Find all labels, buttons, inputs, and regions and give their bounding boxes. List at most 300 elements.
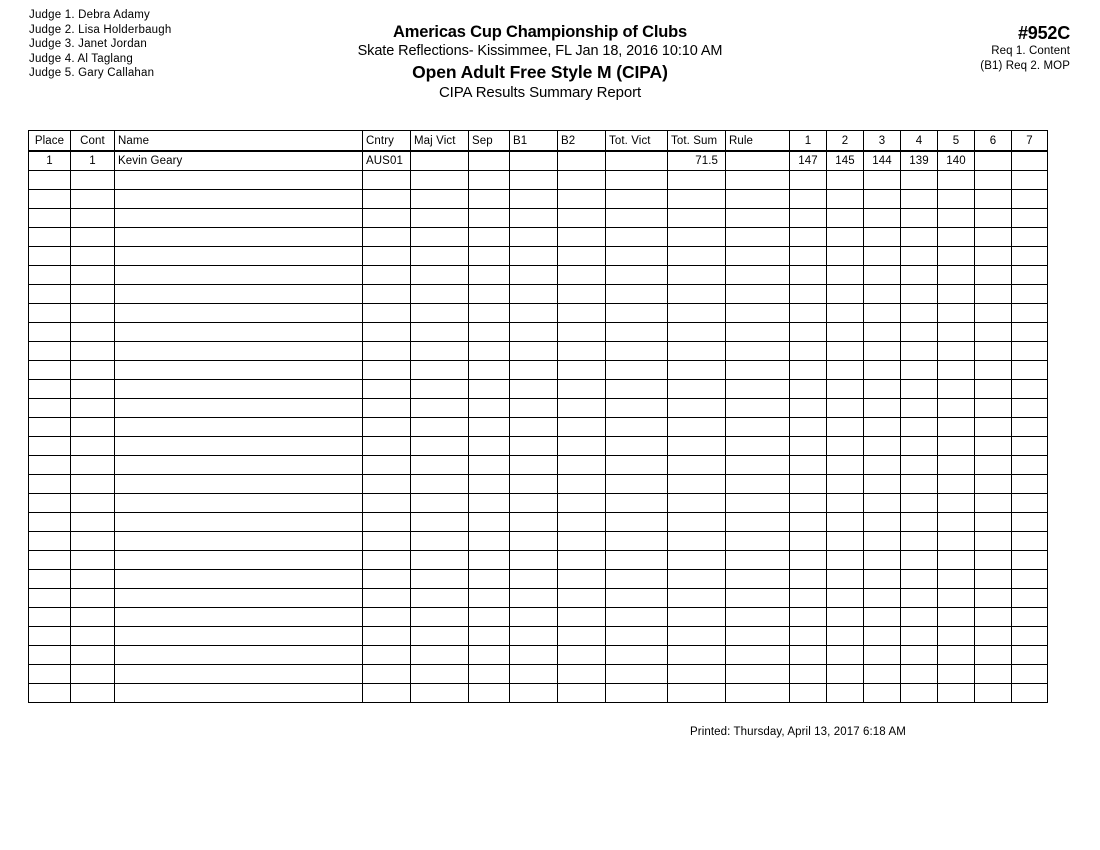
cell-judge-4	[901, 171, 938, 190]
cell-name	[115, 190, 363, 209]
cell-judge-6	[975, 323, 1012, 342]
column-header-judge-1: 1	[790, 131, 827, 152]
cell-place	[29, 513, 71, 532]
cell-judge-1	[790, 551, 827, 570]
cell-maj-vict	[411, 342, 469, 361]
cell-cntry	[363, 494, 411, 513]
cell-tot-vict	[606, 380, 668, 399]
cell-rule	[726, 209, 790, 228]
cell-cont	[71, 285, 115, 304]
cell-b1	[510, 456, 558, 475]
cell-tot-vict	[606, 646, 668, 665]
cell-judge-7	[1012, 570, 1048, 589]
cell-judge-6	[975, 399, 1012, 418]
cell-maj-vict	[411, 228, 469, 247]
cell-judge-6	[975, 570, 1012, 589]
cell-maj-vict	[411, 247, 469, 266]
cell-cntry	[363, 665, 411, 684]
cell-judge-4	[901, 684, 938, 703]
column-header-maj-vict: Maj Vict	[411, 131, 469, 152]
cell-sep	[469, 190, 510, 209]
cell-rule	[726, 323, 790, 342]
cell-maj-vict	[411, 171, 469, 190]
cell-judge-6	[975, 551, 1012, 570]
cell-judge-6	[975, 151, 1012, 171]
column-header-name: Name	[115, 131, 363, 152]
cell-judge-6	[975, 266, 1012, 285]
judge-line: Judge 3. Janet Jordan	[29, 38, 148, 51]
cell-maj-vict	[411, 608, 469, 627]
event-title: Americas Cup Championship of Clubs	[393, 23, 687, 41]
cell-judge-4	[901, 304, 938, 323]
cell-cntry	[363, 627, 411, 646]
column-header-judge-7: 7	[1012, 131, 1048, 152]
cell-judge-2	[827, 570, 864, 589]
cell-judge-4	[901, 437, 938, 456]
cell-sep	[469, 151, 510, 171]
cell-judge-1	[790, 228, 827, 247]
cell-cont	[71, 437, 115, 456]
cell-maj-vict	[411, 209, 469, 228]
table-row	[29, 532, 1048, 551]
cell-tot-vict	[606, 190, 668, 209]
cell-maj-vict	[411, 285, 469, 304]
cell-judge-6	[975, 589, 1012, 608]
cell-cntry	[363, 513, 411, 532]
cell-cont	[71, 513, 115, 532]
cell-tot-sum	[668, 171, 726, 190]
cell-b2	[558, 570, 606, 589]
cell-judge-2	[827, 323, 864, 342]
cell-rule	[726, 513, 790, 532]
judge-line: Judge 4. Al Taglang	[29, 52, 133, 65]
cell-b1	[510, 285, 558, 304]
cell-judge-1	[790, 342, 827, 361]
cell-judge-3	[864, 323, 901, 342]
cell-sep	[469, 285, 510, 304]
cell-name	[115, 323, 363, 342]
cell-sep	[469, 684, 510, 703]
cell-judge-5	[938, 190, 975, 209]
cell-judge-5	[938, 513, 975, 532]
cell-name	[115, 589, 363, 608]
cell-b1	[510, 171, 558, 190]
cell-rule	[726, 342, 790, 361]
cell-judge-5	[938, 475, 975, 494]
table-header-row	[29, 131, 1048, 152]
cell-b1	[510, 551, 558, 570]
cell-judge-3	[864, 532, 901, 551]
cell-cont	[71, 266, 115, 285]
cell-judge-7	[1012, 646, 1048, 665]
cell-judge-2	[827, 266, 864, 285]
cell-judge-4: 139	[901, 151, 938, 171]
column-header-tot-sum: Tot. Sum	[668, 131, 726, 152]
cell-judge-1	[790, 608, 827, 627]
cell-maj-vict	[411, 589, 469, 608]
cell-name	[115, 228, 363, 247]
cell-b1	[510, 342, 558, 361]
cell-judge-1	[790, 399, 827, 418]
venue-datetime: Skate Reflections- Kissimmee, FL Jan 18, 2016 10:10 AM	[357, 43, 723, 59]
table-row	[29, 494, 1048, 513]
cell-sep	[469, 589, 510, 608]
cell-judge-1	[790, 361, 827, 380]
cell-judge-2	[827, 494, 864, 513]
cell-sep	[469, 266, 510, 285]
cell-judge-4	[901, 589, 938, 608]
cell-place	[29, 399, 71, 418]
cell-tot-sum	[668, 418, 726, 437]
cell-judge-2	[827, 418, 864, 437]
cell-rule	[726, 190, 790, 209]
cell-tot-vict	[606, 608, 668, 627]
cell-judge-1	[790, 247, 827, 266]
cell-judge-2	[827, 513, 864, 532]
table-row	[29, 323, 1048, 342]
cell-place	[29, 456, 71, 475]
cell-name	[115, 475, 363, 494]
cell-maj-vict	[411, 380, 469, 399]
cell-judge-2	[827, 684, 864, 703]
cell-place	[29, 209, 71, 228]
cell-maj-vict	[411, 646, 469, 665]
cell-judge-4	[901, 361, 938, 380]
cell-judge-6	[975, 380, 1012, 399]
cell-judge-2	[827, 608, 864, 627]
cell-judge-3	[864, 475, 901, 494]
judge-line: Judge 5. Gary Callahan	[29, 67, 155, 80]
cell-place	[29, 285, 71, 304]
cell-judge-5	[938, 399, 975, 418]
cell-judge-3	[864, 171, 901, 190]
cell-b2	[558, 456, 606, 475]
cell-judge-5	[938, 209, 975, 228]
cell-sep	[469, 456, 510, 475]
cell-judge-2	[827, 589, 864, 608]
cell-judge-1: 147	[790, 151, 827, 171]
cell-name	[115, 361, 363, 380]
table-row	[29, 513, 1048, 532]
cell-maj-vict	[411, 627, 469, 646]
cell-cntry: AUS01	[363, 151, 411, 171]
cell-b1	[510, 380, 558, 399]
cell-tot-vict	[606, 171, 668, 190]
table-row	[29, 247, 1048, 266]
cell-cntry	[363, 418, 411, 437]
cell-cont	[71, 475, 115, 494]
cell-judge-2	[827, 247, 864, 266]
cell-rule	[726, 494, 790, 513]
cell-judge-6	[975, 475, 1012, 494]
cell-judge-2	[827, 551, 864, 570]
cell-name	[115, 418, 363, 437]
cell-cntry	[363, 646, 411, 665]
cell-b1	[510, 418, 558, 437]
cell-rule	[726, 646, 790, 665]
table-row	[29, 171, 1048, 190]
cell-cont	[71, 627, 115, 646]
cell-place	[29, 190, 71, 209]
cell-cont	[71, 323, 115, 342]
cell-judge-3: 144	[864, 151, 901, 171]
cell-judge-6	[975, 228, 1012, 247]
table-row	[29, 285, 1048, 304]
column-header-sep: Sep	[469, 131, 510, 152]
cell-cont	[71, 551, 115, 570]
cell-judge-6	[975, 190, 1012, 209]
cell-judge-2	[827, 304, 864, 323]
judge-line: Judge 1. Debra Adamy	[29, 9, 150, 21]
cell-rule	[726, 228, 790, 247]
cell-cont	[71, 399, 115, 418]
cell-place	[29, 665, 71, 684]
requirement-line: Req 1. Content	[991, 45, 1070, 57]
cell-judge-7	[1012, 589, 1048, 608]
cell-tot-vict	[606, 228, 668, 247]
results-table-body	[29, 151, 1048, 703]
cell-judge-3	[864, 551, 901, 570]
cell-judge-7	[1012, 380, 1048, 399]
cell-b2	[558, 665, 606, 684]
cell-judge-7	[1012, 171, 1048, 190]
cell-place	[29, 323, 71, 342]
cell-b2	[558, 266, 606, 285]
cell-b1	[510, 475, 558, 494]
cell-tot-sum	[668, 247, 726, 266]
cell-tot-sum	[668, 342, 726, 361]
cell-judge-4	[901, 380, 938, 399]
cell-name	[115, 456, 363, 475]
cell-name	[115, 437, 363, 456]
cell-tot-vict	[606, 304, 668, 323]
column-header-place: Place	[29, 131, 71, 152]
cell-b1	[510, 228, 558, 247]
column-header-judge-3: 3	[864, 131, 901, 152]
cell-judge-5: 140	[938, 151, 975, 171]
cell-tot-vict	[606, 513, 668, 532]
cell-cont	[71, 228, 115, 247]
cell-tot-vict	[606, 684, 668, 703]
cell-sep	[469, 646, 510, 665]
cell-judge-5	[938, 665, 975, 684]
cell-judge-1	[790, 475, 827, 494]
cell-judge-1	[790, 418, 827, 437]
cell-judge-5	[938, 342, 975, 361]
cell-judge-4	[901, 418, 938, 437]
cell-cont	[71, 456, 115, 475]
cell-cntry	[363, 247, 411, 266]
cell-tot-vict	[606, 570, 668, 589]
table-row	[29, 646, 1048, 665]
cell-cont	[71, 570, 115, 589]
cell-judge-5	[938, 418, 975, 437]
cell-sep	[469, 665, 510, 684]
cell-tot-sum	[668, 608, 726, 627]
table-row	[29, 190, 1048, 209]
cell-judge-6	[975, 342, 1012, 361]
cell-judge-3	[864, 399, 901, 418]
cell-judge-2	[827, 475, 864, 494]
cell-judge-2	[827, 361, 864, 380]
cell-maj-vict	[411, 190, 469, 209]
cell-cont	[71, 342, 115, 361]
cell-place	[29, 532, 71, 551]
cell-b1	[510, 247, 558, 266]
column-header-cont: Cont	[71, 131, 115, 152]
cell-cont	[71, 171, 115, 190]
report-header	[270, 22, 810, 103]
cell-judge-7	[1012, 151, 1048, 171]
cell-name	[115, 551, 363, 570]
cell-cntry	[363, 323, 411, 342]
cell-maj-vict	[411, 266, 469, 285]
cell-judge-6	[975, 361, 1012, 380]
cell-name	[115, 342, 363, 361]
column-header-judge-5: 5	[938, 131, 975, 152]
cell-sep	[469, 627, 510, 646]
event-number: #952C	[1017, 23, 1070, 43]
cell-judge-3	[864, 247, 901, 266]
cell-b1	[510, 151, 558, 171]
cell-judge-5	[938, 627, 975, 646]
cell-rule	[726, 304, 790, 323]
cell-judge-2	[827, 646, 864, 665]
cell-judge-7	[1012, 361, 1048, 380]
cell-b1	[510, 399, 558, 418]
cell-cont	[71, 646, 115, 665]
cell-tot-sum	[668, 380, 726, 399]
cell-judge-7	[1012, 304, 1048, 323]
cell-judge-7	[1012, 494, 1048, 513]
cell-b2	[558, 627, 606, 646]
cell-judge-7	[1012, 209, 1048, 228]
cell-cntry	[363, 437, 411, 456]
cell-sep	[469, 551, 510, 570]
cell-b2	[558, 399, 606, 418]
cell-name	[115, 266, 363, 285]
cell-judge-1	[790, 171, 827, 190]
cell-b2	[558, 532, 606, 551]
cell-b2	[558, 684, 606, 703]
cell-judge-1	[790, 589, 827, 608]
cell-tot-sum	[668, 209, 726, 228]
cell-tot-vict	[606, 151, 668, 171]
cell-judge-1	[790, 437, 827, 456]
cell-judge-1	[790, 266, 827, 285]
cell-judge-7	[1012, 513, 1048, 532]
cell-tot-sum	[668, 304, 726, 323]
cell-name	[115, 627, 363, 646]
cell-maj-vict	[411, 399, 469, 418]
cell-judge-1	[790, 684, 827, 703]
cell-tot-sum	[668, 361, 726, 380]
cell-cntry	[363, 171, 411, 190]
cell-tot-vict	[606, 494, 668, 513]
cell-place	[29, 589, 71, 608]
cell-tot-sum	[668, 456, 726, 475]
cell-rule	[726, 171, 790, 190]
cell-judge-3	[864, 285, 901, 304]
cell-place	[29, 627, 71, 646]
cell-tot-sum	[668, 437, 726, 456]
cell-judge-5	[938, 646, 975, 665]
cell-b2	[558, 285, 606, 304]
cell-tot-sum	[668, 532, 726, 551]
cell-judge-1	[790, 570, 827, 589]
cell-cntry	[363, 209, 411, 228]
cell-b2	[558, 608, 606, 627]
cell-place	[29, 646, 71, 665]
cell-judge-4	[901, 665, 938, 684]
table-row	[29, 570, 1048, 589]
cell-judge-1	[790, 494, 827, 513]
cell-judge-7	[1012, 684, 1048, 703]
cell-tot-sum	[668, 399, 726, 418]
cell-judge-6	[975, 513, 1012, 532]
cell-sep	[469, 494, 510, 513]
table-row	[29, 380, 1048, 399]
print-timestamp: Printed: Thursday, April 13, 2017 6:18 AM	[690, 726, 906, 738]
cell-judge-5	[938, 285, 975, 304]
cell-judge-6	[975, 418, 1012, 437]
cell-place: 1	[29, 151, 71, 171]
cell-judge-7	[1012, 665, 1048, 684]
cell-cntry	[363, 190, 411, 209]
cell-name	[115, 171, 363, 190]
cell-rule	[726, 665, 790, 684]
cell-tot-vict	[606, 551, 668, 570]
cell-tot-sum	[668, 228, 726, 247]
cell-judge-6	[975, 456, 1012, 475]
cell-judge-3	[864, 627, 901, 646]
cell-maj-vict	[411, 551, 469, 570]
table-row	[29, 361, 1048, 380]
cell-b1	[510, 323, 558, 342]
cell-judge-5	[938, 456, 975, 475]
cell-cntry	[363, 266, 411, 285]
cell-name	[115, 513, 363, 532]
cell-name	[115, 247, 363, 266]
cell-name	[115, 399, 363, 418]
cell-judge-3	[864, 228, 901, 247]
cell-judge-4	[901, 247, 938, 266]
cell-judge-5	[938, 323, 975, 342]
cell-b2	[558, 380, 606, 399]
cell-b2	[558, 589, 606, 608]
cell-tot-sum	[668, 475, 726, 494]
cell-judge-7	[1012, 266, 1048, 285]
cell-tot-sum	[668, 494, 726, 513]
cell-cont	[71, 304, 115, 323]
cell-judge-5	[938, 171, 975, 190]
cell-judge-4	[901, 494, 938, 513]
cell-place	[29, 171, 71, 190]
cell-judge-1	[790, 304, 827, 323]
cell-b1	[510, 684, 558, 703]
cell-judge-4	[901, 475, 938, 494]
table-row	[29, 684, 1048, 703]
cell-judge-6	[975, 437, 1012, 456]
cell-judge-7	[1012, 323, 1048, 342]
cell-judge-5	[938, 304, 975, 323]
cell-judge-7	[1012, 342, 1048, 361]
cell-rule	[726, 247, 790, 266]
cell-judge-4	[901, 266, 938, 285]
cell-b2	[558, 513, 606, 532]
cell-judge-7	[1012, 285, 1048, 304]
cell-cont	[71, 494, 115, 513]
